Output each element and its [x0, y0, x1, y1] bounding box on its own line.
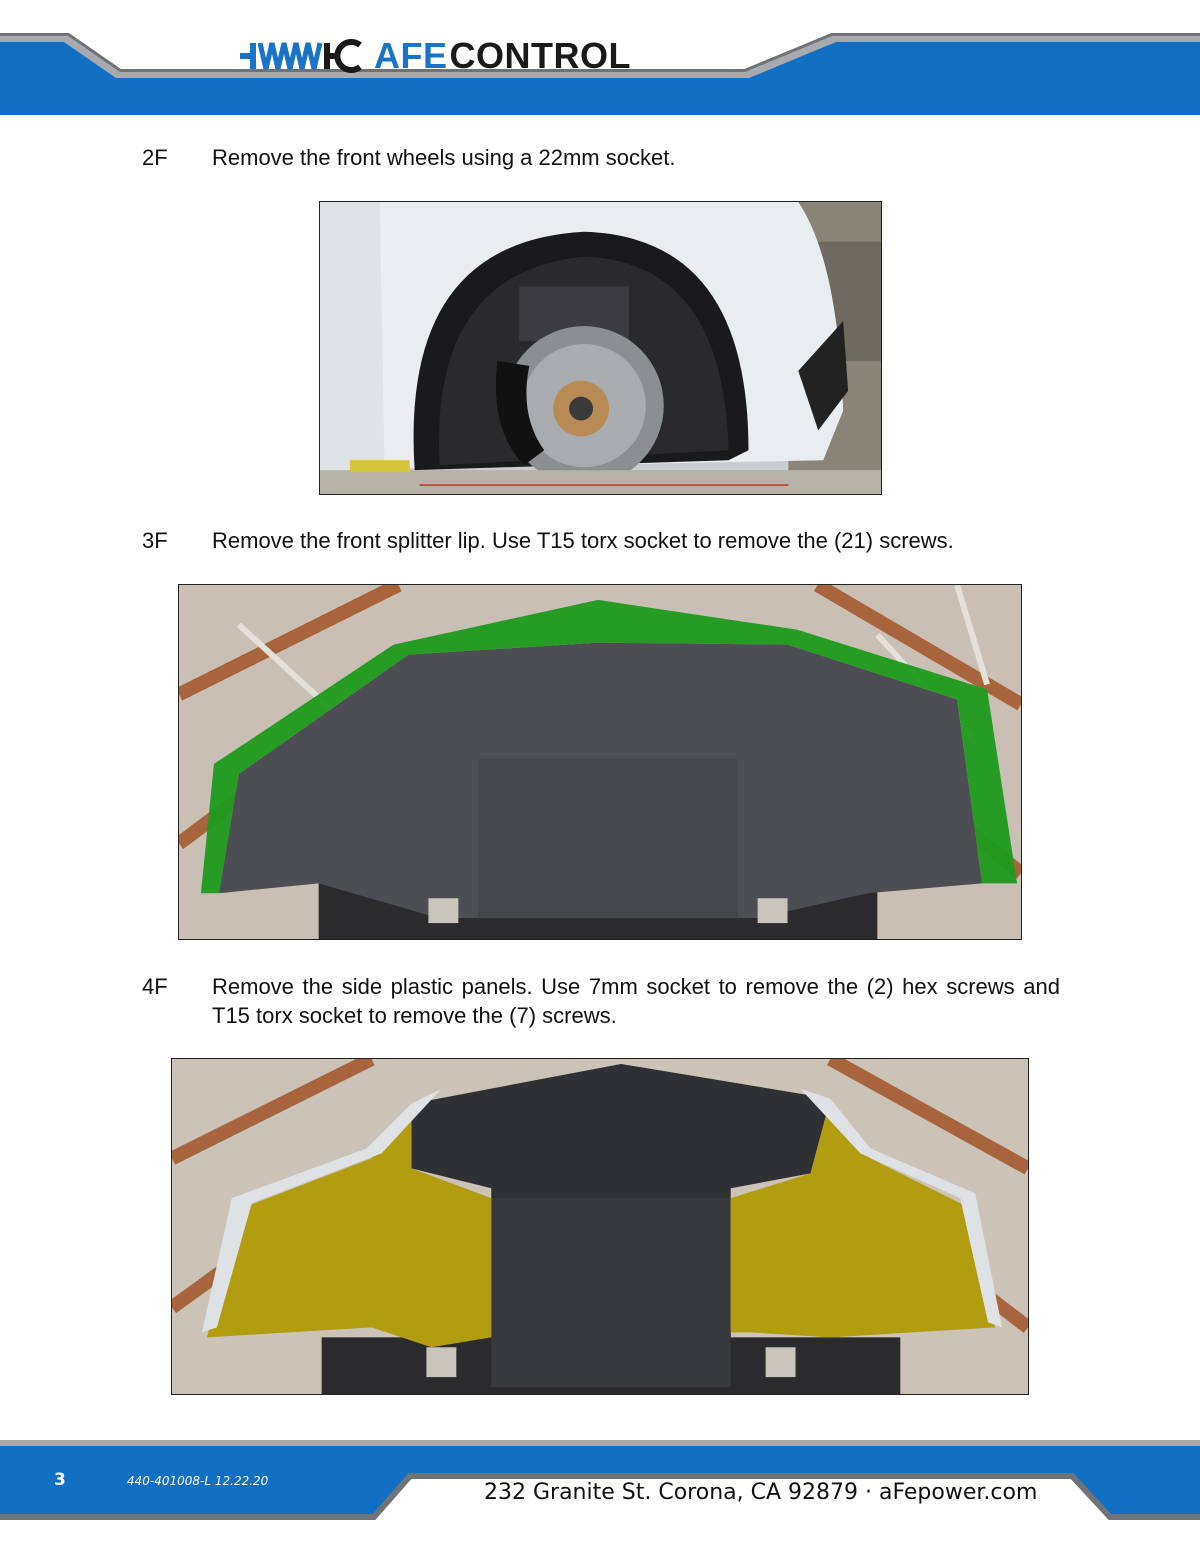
step-number: 3F [142, 528, 168, 553]
brand-name-afe: AFE [374, 35, 448, 76]
document-code: 440-401008-L 12.22.20 [127, 1474, 269, 1488]
step-instruction: Remove the side plastic panels. Use 7mm socket to remove the (2) hex screws and T15 torx socket to remove the (7) screws. [212, 974, 1060, 1028]
photo-front-wheel-removed [319, 201, 882, 495]
step-number: 4F [142, 974, 168, 999]
brand-name-control: CONTROL [449, 35, 631, 76]
step-instruction: Remove the front splitter lip. Use T15 torx socket to remove the (21) screws. [212, 528, 954, 553]
step-instruction: Remove the front wheels using a 22mm socket. [212, 145, 676, 170]
brand-logo [240, 36, 631, 76]
coilover-spring-icon [240, 39, 362, 73]
photo-side-plastic-panels [171, 1058, 1029, 1395]
photo-front-splitter-lip [178, 584, 1022, 940]
page-number: 3 [54, 1470, 66, 1490]
company-address: 232 Granite St. Corona, CA 92879 · aFepower.com [484, 1480, 1038, 1505]
step-number: 2F [142, 145, 168, 170]
